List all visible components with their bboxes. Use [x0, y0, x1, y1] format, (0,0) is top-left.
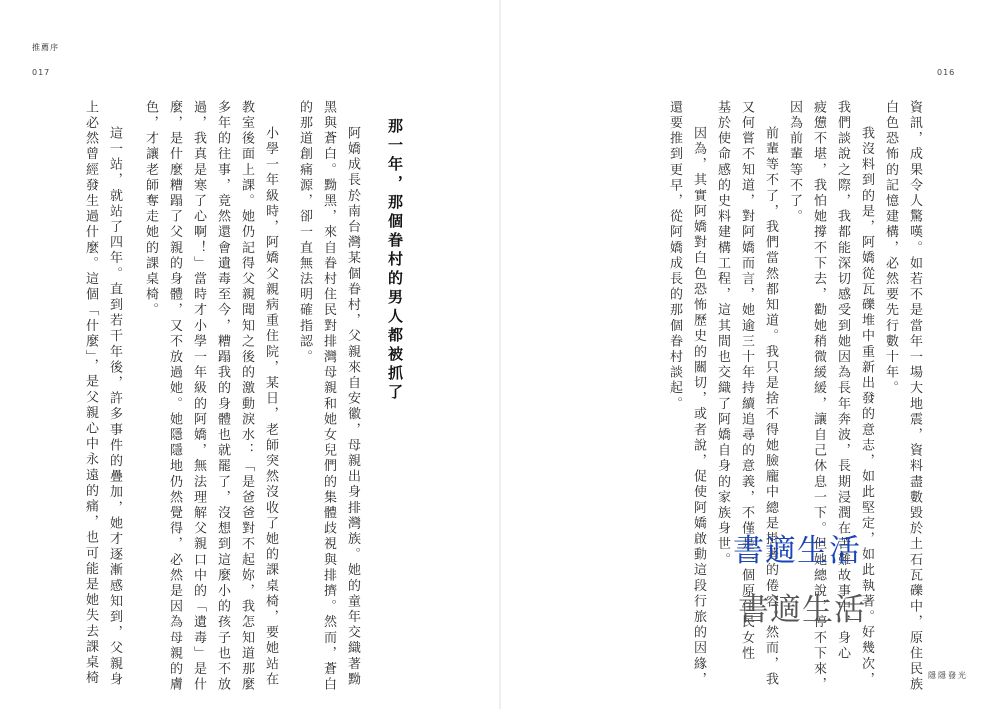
footer-book-title: 隱隱發光	[928, 671, 968, 680]
section-heading: 那一年，那個眷村的男人都被抓了	[386, 118, 404, 403]
left-page-column: 過，我真是寒了心啊！」當時才小學一年級的阿嬌，無法理解父親口中的「遺毒」是什	[191, 100, 206, 693]
left-page-column: 教室後面上課。她仍記得父親聞知之後的激動淚水：「是爸爸對不起妳，我怎知道那麼	[239, 100, 254, 693]
right-page-column: 基於使命感的史料建構工程，這其間也交織了阿嬌自身的家族身世。	[715, 100, 730, 568]
right-page-column: 我們談說之際，我都能深切感受到她因為長年奔波，長期浸潤在苦難故事中，身心	[835, 100, 850, 662]
right-page-column: 因為前輩等不了。	[787, 100, 802, 225]
right-page-column: 又何嘗不知道，對阿嬌而言，她逾三十年持續追尋的意義，不僅是一個原住民女性	[739, 100, 754, 662]
page-number-left: 017	[32, 68, 51, 77]
watermark-logo-secondary: 書適生活	[738, 592, 866, 628]
watermark-logo-primary: 書適生活	[733, 533, 861, 569]
left-page-column: 阿嬌成長於南台灣某個眷村，父親來自安徽，母親出身排灣族。她的童年交織著黝	[345, 126, 360, 688]
left-page-column: 色，才讓老師奪走她的課桌椅。	[143, 100, 158, 319]
right-page-column: 我沒料到的是，阿嬌從瓦礫堆中重新出發的意志，如此堅定，如此執著。好幾次，	[859, 126, 874, 688]
right-page-column: 還要推到更早，從阿嬌成長的那個眷村談起。	[667, 100, 682, 412]
right-page-column: 白色恐怖的記憶建構，必然要先行數十年。	[883, 100, 898, 397]
left-page-column: 上必然曾經發生過什麼。這個「什麼」，是父親心中永遠的痛，也可能是她失去課桌椅	[83, 100, 98, 687]
right-page-column: 前輩等不了，我們當然都知道。我只是捨不得她臉龐中總是掛著的倦容。然而，我	[763, 126, 778, 688]
left-page-column: 這一站，就站了四年。直到若干年後，許多事件的疊加，她才逐漸感知到，父親身	[107, 126, 122, 688]
right-page-column: 資訊，成果令人驚嘆。如若不是當年一場大地震，資料盡數毀於土石瓦礫中，原住民族	[907, 100, 922, 693]
page-gutter	[499, 0, 501, 709]
right-page-column: 疲憊不堪，我怕她撐不下去，勸她稍微緩緩，讓自己休息一下。但她總說，停不下來，	[811, 100, 826, 693]
left-page-column: 多年的往事，竟然還會遺毒至今，糟蹋我的身體也就罷了，沒想到這麼小的孩子也不放	[215, 100, 230, 693]
left-page-column: 小學一年級時，阿嬌父親病重住院，某日，老師突然沒收了她的課桌椅，要她站在	[263, 126, 278, 688]
page-number-right: 016	[937, 68, 956, 77]
left-page-column: 麼，是什麼糟蹋了父親的身體，又不放過她。她隱隱地仍然覺得，必然是因為母親的膚	[167, 100, 182, 693]
left-page-column: 黑與蒼白。黝黑，來自眷村住民對排灣母親和她女兒們的集體歧視與排擠。然而，蒼白	[321, 100, 336, 693]
running-head: 推薦序	[32, 43, 59, 52]
right-page-column: 因為，其實阿嬌對白色恐怖歷史的關切，或者說，促使阿嬌啟動這段行旅的因緣，	[691, 126, 706, 688]
left-page-column: 的那道創痛源，卻一直無法明確指認。	[297, 100, 312, 366]
